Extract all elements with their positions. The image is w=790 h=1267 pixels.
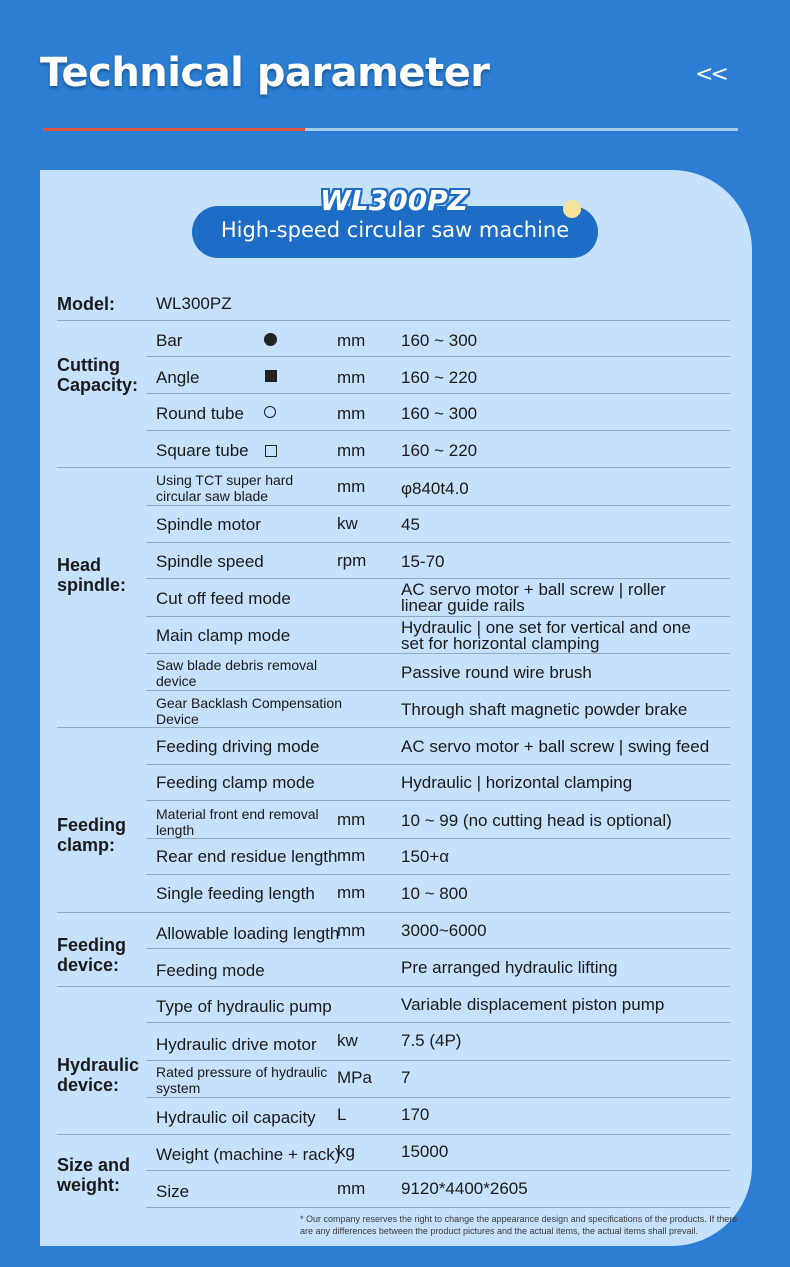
row-divider [146, 356, 730, 357]
row-divider [146, 430, 730, 431]
param-name: Single feeding length [156, 884, 315, 903]
param-name: Bar [156, 331, 183, 350]
param-name: Angle [156, 368, 200, 387]
row-divider [146, 542, 730, 543]
machine-subtitle: High-speed circular saw machine [220, 218, 570, 242]
param-unit: rpm [337, 551, 367, 570]
param-value: 150+α [401, 847, 450, 866]
param-unit: mm [337, 921, 366, 940]
row-divider [146, 616, 730, 617]
param-value: 160 ~ 220 [401, 441, 478, 460]
row-divider [146, 838, 730, 839]
param-value: 9120*4400*2605 [401, 1179, 528, 1198]
hollow-square-icon [265, 445, 277, 457]
group-head-spindle: Head spindle: [57, 555, 127, 595]
group-divider [57, 912, 730, 913]
param-name: Gear Backlash Compensation Device [156, 695, 342, 727]
row-divider [146, 1022, 730, 1023]
param-value: 7 [401, 1068, 411, 1087]
param-unit: mm [337, 883, 366, 902]
row-divider [146, 505, 730, 506]
param-unit: kw [337, 514, 358, 533]
param-name: Rated pressure of hydraulic system [156, 1064, 328, 1096]
filled-square-icon [265, 370, 277, 382]
param-name: Material front end removal length [156, 806, 319, 838]
param-name: Using TCT super hard circular saw blade [156, 472, 294, 504]
param-value: 10 ~ 99 (no cutting head is optional) [401, 811, 672, 830]
row-divider [146, 578, 730, 579]
param-name: Round tube [156, 404, 244, 423]
param-unit: mm [337, 368, 366, 387]
row-divider [146, 1097, 730, 1098]
decor-dot [563, 200, 581, 218]
param-value: Hydraulic | one set for vertical and one set for horizontal clamping [401, 618, 691, 653]
row-divider [146, 874, 730, 875]
hollow-circle-icon [264, 406, 276, 418]
param-name: Weight (machine + rack) [156, 1145, 341, 1164]
param-name: Size [156, 1182, 190, 1201]
row-divider [57, 320, 730, 321]
row-divider [146, 393, 730, 394]
model-badge: WL300PZ [320, 184, 468, 217]
param-name: Feeding clamp mode [156, 773, 315, 792]
param-unit: mm [337, 404, 366, 423]
param-name: Hydraulic oil capacity [156, 1108, 316, 1127]
param-unit: MPa [337, 1068, 372, 1087]
param-name: Square tube [156, 441, 249, 460]
row-divider [146, 653, 730, 654]
row-divider [146, 690, 730, 691]
group-size-weight: Size and weight: [57, 1155, 131, 1195]
filled-circle-icon [264, 333, 277, 346]
param-unit: mm [337, 1179, 366, 1198]
param-unit: kg [337, 1142, 355, 1161]
row-divider [146, 1170, 730, 1171]
param-unit: kw [337, 1031, 358, 1050]
param-value: AC servo motor + ball screw | roller linear guide rails [401, 580, 666, 615]
param-value: Pre arranged hydraulic lifting [401, 958, 618, 977]
param-name: Cut off feed mode [156, 589, 291, 608]
page-title: Technical parameter [40, 50, 490, 96]
param-name: Feeding mode [156, 961, 265, 980]
model-value: WL300PZ [156, 294, 232, 313]
group-divider [57, 1134, 730, 1135]
param-value: 170 [401, 1105, 430, 1124]
param-name: Main clamp mode [156, 626, 291, 645]
param-unit: mm [337, 477, 366, 496]
param-value: 15000 [401, 1142, 449, 1161]
row-divider [146, 800, 730, 801]
param-name: Saw blade debris removal device [156, 657, 318, 689]
param-name: Spindle motor [156, 515, 261, 534]
param-value: 3000~6000 [401, 921, 487, 940]
group-feeding-device: Feeding device: [57, 935, 127, 975]
param-value: 7.5 (4P) [401, 1031, 462, 1050]
group-cutting-capacity: Cutting Capacity: [57, 355, 139, 395]
title-underline-accent [43, 128, 305, 131]
param-value: Passive round wire brush [401, 663, 592, 682]
param-unit: mm [337, 331, 366, 350]
param-value: Through shaft magnetic powder brake [401, 700, 688, 719]
param-name: Allowable loading length [156, 924, 340, 943]
model-label: Model: [57, 294, 115, 314]
footnote: * Our company reserves the right to change the appearance design and specifications of the products. If there are any differences between the product pictures and the actual items, the actual items shall prevail. [300, 1214, 738, 1236]
group-feeding-clamp: Feeding clamp: [57, 815, 127, 855]
param-value: Hydraulic | horizontal clamping [401, 773, 633, 792]
group-hydraulic-device: Hydraulic device: [57, 1055, 140, 1095]
param-value: φ840t4.0 [401, 479, 469, 498]
group-divider [57, 727, 730, 728]
row-divider [146, 764, 730, 765]
group-divider [57, 986, 730, 987]
param-unit: mm [337, 846, 366, 865]
param-value: 15-70 [401, 552, 445, 571]
param-value: 160 ~ 300 [401, 331, 478, 350]
param-value: 45 [401, 515, 420, 534]
param-unit: mm [337, 810, 366, 829]
param-name: Hydraulic drive motor [156, 1035, 317, 1054]
param-name: Type of hydraulic pump [156, 997, 332, 1016]
param-value: 160 ~ 220 [401, 368, 478, 387]
double-chevron-left-icon: << [695, 62, 726, 87]
param-value: 10 ~ 800 [401, 884, 468, 903]
param-unit: mm [337, 441, 366, 460]
row-divider [146, 948, 730, 949]
back-button[interactable] [695, 62, 726, 87]
param-value: 160 ~ 300 [401, 404, 478, 423]
param-name: Rear end residue length [156, 847, 338, 866]
row-divider [146, 1207, 730, 1208]
row-divider [146, 1060, 730, 1061]
param-value: Variable displacement piston pump [401, 995, 665, 1014]
param-name: Feeding driving mode [156, 737, 320, 756]
param-unit: L [337, 1105, 347, 1124]
group-divider [57, 467, 730, 468]
param-value: AC servo motor + ball screw | swing feed [401, 737, 710, 756]
param-name: Spindle speed [156, 552, 264, 571]
